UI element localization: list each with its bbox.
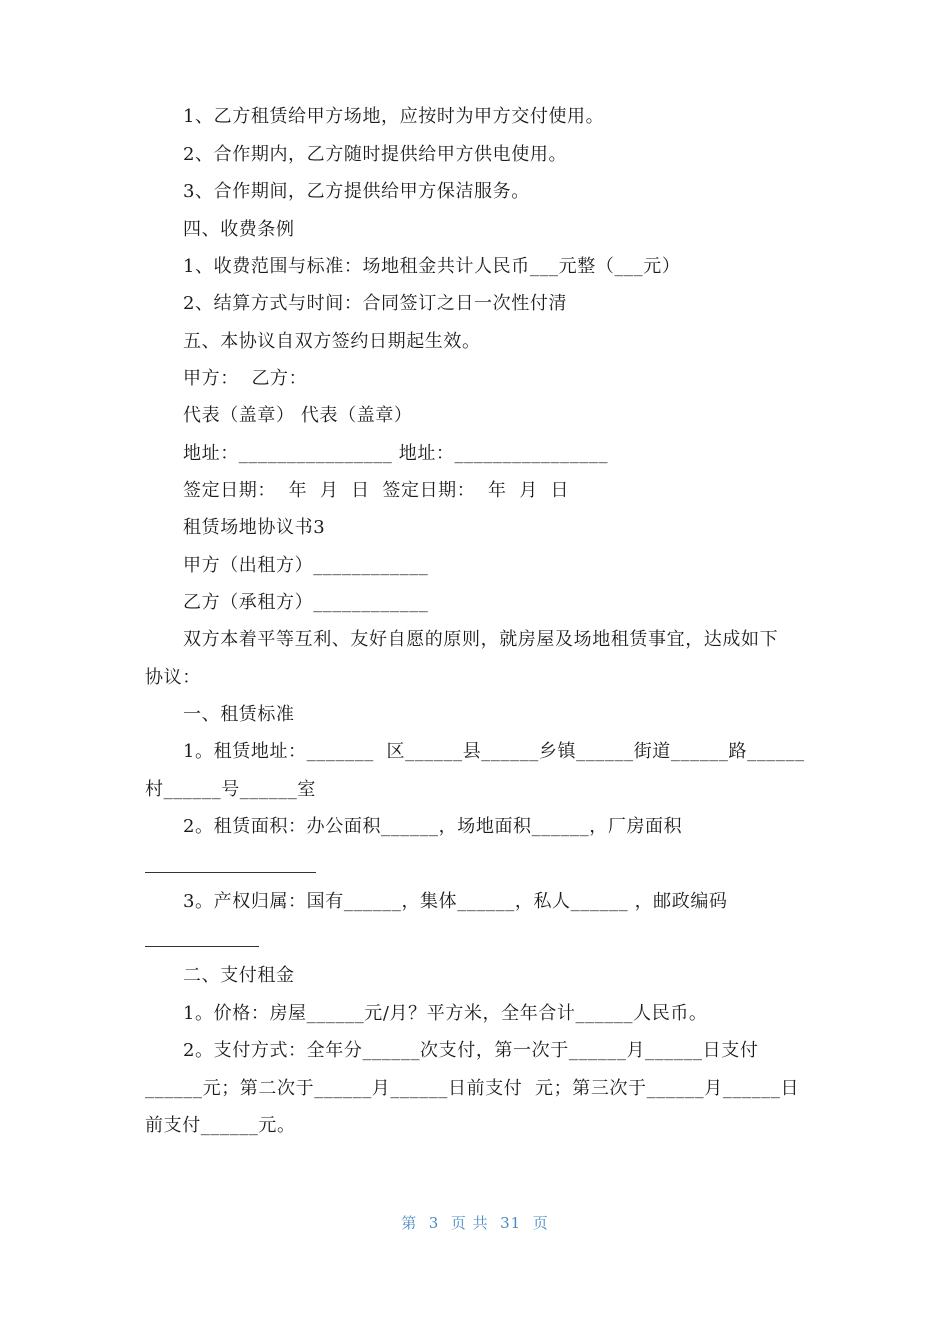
clause-line: 1、收费范围与标准：场地租金共计人民币___元整（___元） <box>183 256 681 277</box>
section-heading: 一、租赁标准 <box>183 704 295 725</box>
section-heading: 五、本协议自双方签约日期起生效。 <box>183 331 481 352</box>
party-b-line: 乙方（承租方）____________ <box>183 592 429 613</box>
party-a-line: 甲方（出租方）____________ <box>183 555 429 576</box>
section-heading: 二、支付租金 <box>183 965 295 986</box>
clause-line: ______元；第二次于______月______日前支付 元；第三次于______月______日 <box>145 1078 800 1099</box>
preamble-line: 双方本着平等互利、友好自愿的原则，就房屋及场地租赁事宜，达成如下 <box>183 629 779 650</box>
document-title: 租赁场地协议书3 <box>183 517 326 538</box>
clause-line: 2。支付方式：全年分______次支付，第一次于______月______日支付 <box>183 1040 759 1061</box>
clause-line: 2、合作期内，乙方随时提供给甲方供电使用。 <box>183 144 568 165</box>
preamble-line: 协议： <box>145 667 201 688</box>
clause-line: 村______号______室 <box>145 779 316 800</box>
blank-line <box>145 872 316 873</box>
signature-addresses: 地址：________________ 地址：________________ <box>183 443 609 464</box>
clause-line: 1、乙方租赁给甲方场地，应按时为甲方交付使用。 <box>183 106 605 127</box>
clause-line: 前支付______元。 <box>145 1115 296 1136</box>
page-number: 第 3 页 共 31 页 <box>401 1214 549 1232</box>
clause-line: 2。租赁面积：办公面积______，场地面积______，厂房面积 <box>183 816 683 837</box>
signature-representatives: 代表（盖章） 代表（盖章） <box>183 405 413 426</box>
signature-dates: 签定日期： 年 月 日 签定日期： 年 月 日 <box>183 480 570 501</box>
clause-line: 1。租赁地址：_______ 区______县______乡镇______街道______路______ <box>183 741 805 762</box>
clause-line: 3、合作期间，乙方提供给甲方保洁服务。 <box>183 181 530 202</box>
blank-line <box>145 946 259 947</box>
clause-line: 2、结算方式与时间：合同签订之日一次性付清 <box>183 293 568 314</box>
clause-line: 3。产权归属：国有______，集体______，私人______ ，邮政编码 <box>183 891 728 912</box>
signature-parties: 甲方： 乙方： <box>183 368 308 389</box>
clause-line: 1。价格：房屋______元/月？平方米，全年合计______人民币。 <box>183 1003 708 1024</box>
section-heading: 四、收费条例 <box>183 219 295 240</box>
